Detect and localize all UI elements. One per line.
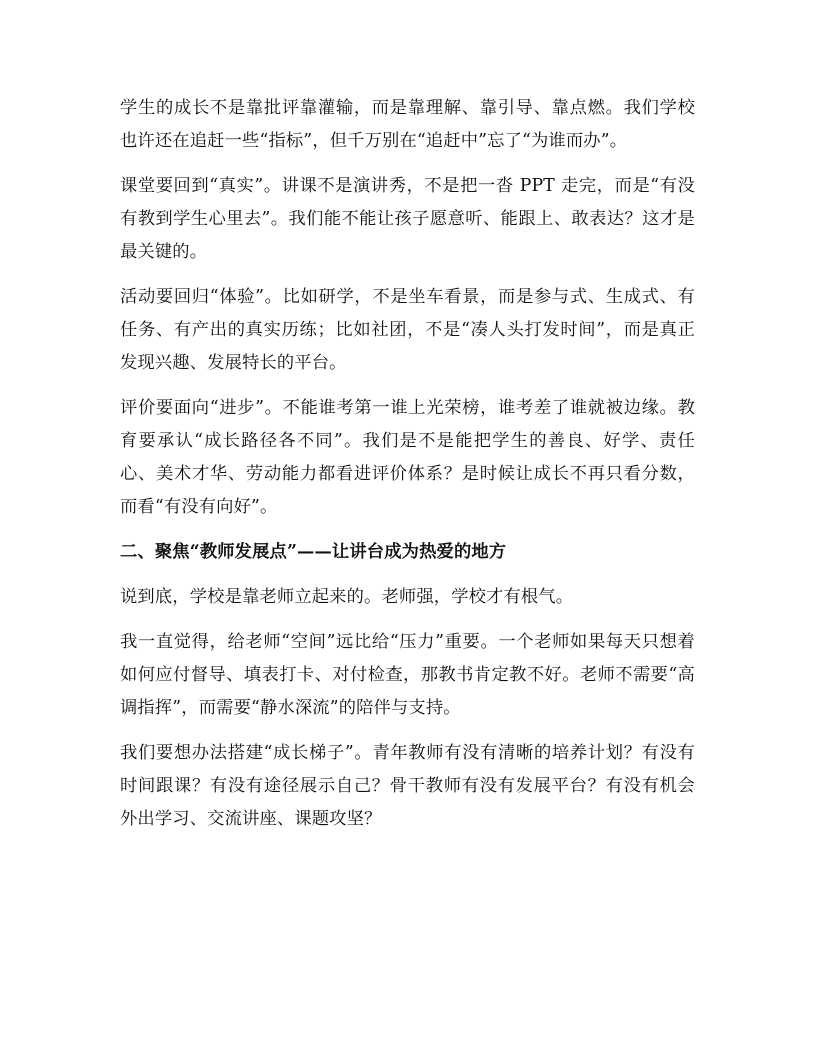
paragraph-activity-experience: 活动要回归“体验”。比如研学，不是坐车看景，而是参与式、生成式、有任务、有产出的真实历练；比如社团，不是“凑人头打发时间”，而是真正发现兴趣、发展特长的平台。: [120, 287, 695, 373]
paragraph-student-growth: 学生的成长不是靠批评靠灌输，而是靠理解、靠引导、靠点燃。我们学校也许还在追赶一些“指标”，但千万别在“追赶中”忘了“为谁而办”。: [120, 98, 695, 151]
paragraph-growth-ladder: 我们要想办法搭建“成长梯子”。青年教师有没有清晰的培养计划？有没有时间跟课？有没有途径展示自己？骨干教师有没有发展平台？有没有机会外出学习、交流讲座、课题攻坚？: [120, 743, 695, 829]
paragraph-school-relies-on-teachers: 说到底，学校是靠老师立起来的。老师强，学校才有根气。: [120, 587, 574, 607]
paragraph-space-over-pressure: 我一直觉得，给老师“空间”远比给“压力”重要。一个老师如果每天只想着如何应付督导、填表打卡、对付检查，那教书肯定教不好。老师不需要“高调指挥”，而需要“静水深流”的陪伴与支持。: [120, 632, 695, 718]
paragraph-classroom-real: 课堂要回到“真实”。讲课不是演讲秀，不是把一沓 PPT 走完，而是“有没有教到学生心里去”。我们能不能让孩子愿意听、能跟上、敢表达？这才是最关键的。: [120, 176, 695, 262]
paragraph-evaluation-progress: 评价要面向“进步”。不能谁考第一谁上光荣榜，谁考差了谁就被边缘。教育要承认“成长路径各不同”。我们是不是能把学生的善良、好学、责任心、美术才华、劳动能力都看进评价体系？是时候让成长不再只看分数，而看“有没有向好”。: [120, 398, 695, 517]
section-heading-teacher-development: 二、聚焦“教师发展点”——让讲台成为热爱的地方: [120, 542, 507, 562]
document-body: [120, 92, 695, 848]
